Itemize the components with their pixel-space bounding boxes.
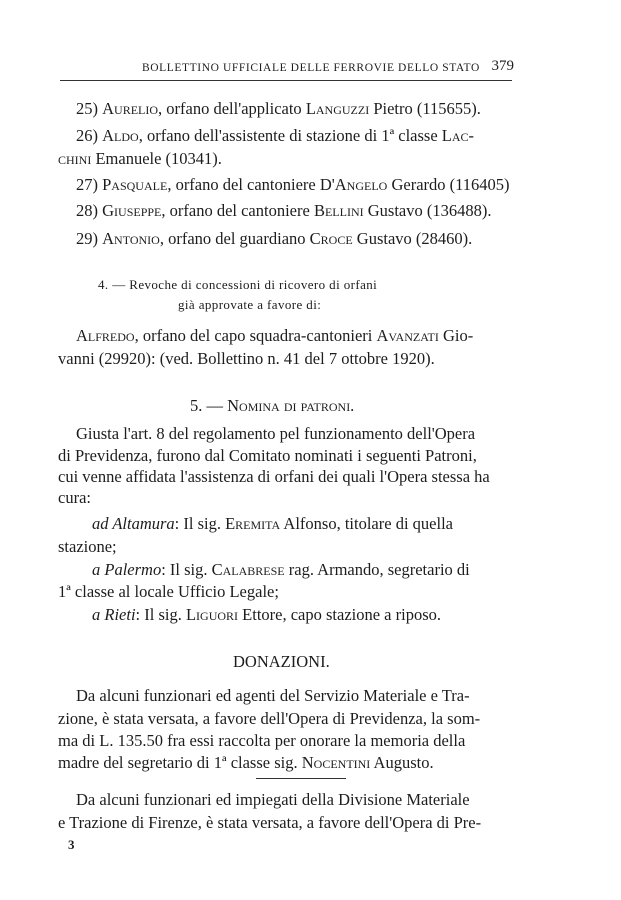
list-item: 29) Antonio, orfano del guardiano Croce Gustavo (28460). (76, 229, 473, 248)
patron-altamura-line2: stazione; (58, 537, 117, 556)
list-item: 25) Aurelio, orfano dell'applicato Languzzi Pietro (115655). (76, 99, 481, 118)
section5-para-line: cui venne affidata l'assistenza di orfani dei quali l'Opera stessa ha (58, 467, 490, 486)
header-title: BOLLETTINO UFFICIALE DELLE FERROVIE DELLO STATO (142, 62, 480, 74)
donazioni-para-line: ma di L. 135.50 fra essi raccolta per onorare la memoria della (58, 731, 466, 750)
donazioni-para-line: zione, è stata versata, a favore dell'Opera di Previdenza, la som- (58, 709, 481, 728)
list-item: 27) Pasquale, orfano del cantoniere D'Angelo Gerardo (116405) (76, 175, 510, 194)
list-item: 28) Giuseppe, orfano del cantoniere Bellini Gustavo (136488). (76, 201, 492, 220)
list-item-continuation: chini Emanuele (10341). (58, 149, 222, 168)
section5-para-line: di Previdenza, furono dal Comitato nominati i seguenti Patroni, (58, 446, 477, 465)
section4-paragraph: Alfredo, orfano del capo squadra-cantonieri Avanzati Gio- (76, 326, 474, 345)
donazioni-para-line: Da alcuni funzionari ed agenti del Servizio Materiale e Tra- (76, 686, 470, 705)
section4-heading-line2: già approvate a favore di: (178, 297, 322, 312)
patron-rieti: a Rieti: Il sig. Liguori Ettore, capo stazione a riposo. (92, 605, 442, 624)
page-header (60, 60, 512, 81)
donazioni-para2-line: e Trazione di Firenze, è stata versata, a favore dell'Opera di Pre- (58, 813, 482, 832)
section4-heading-line1: 4. — Revoche di concessioni di ricovero di orfani (98, 277, 378, 292)
patron-altamura: ad Altamura: Il sig. Eremita Alfonso, titolare di quella (92, 514, 453, 533)
section5-heading: 5. — Nomina di patroni. (190, 396, 355, 415)
patron-palermo-line2: 1ª classe al locale Ufficio Legale; (58, 582, 279, 601)
section5-para-line: cura: (58, 488, 91, 507)
donazioni-para2-line: Da alcuni funzionari ed impiegati della Divisione Materiale (76, 790, 470, 809)
donazioni-para-line: madre del segretario di 1ª classe sig. Nocentini Augusto. (58, 753, 434, 772)
patron-palermo: a Palermo: Il sig. Calabrese rag. Armando, segretario di (92, 560, 470, 579)
donazioni-heading: DONAZIONI. (233, 652, 330, 671)
section5-para-line: Giusta l'art. 8 del regolamento pel funzionamento dell'Opera (76, 424, 476, 443)
separator-rule (256, 778, 346, 779)
signature-mark: 3 (68, 837, 75, 852)
list-item: 26) Aldo, orfano dell'assistente di stazione di 1ª classe Lac- (76, 126, 475, 145)
section4-paragraph-line2: vanni (29920): (ved. Bollettino n. 41 del 7 ottobre 1920). (58, 349, 435, 368)
page-number: 379 (491, 58, 514, 74)
